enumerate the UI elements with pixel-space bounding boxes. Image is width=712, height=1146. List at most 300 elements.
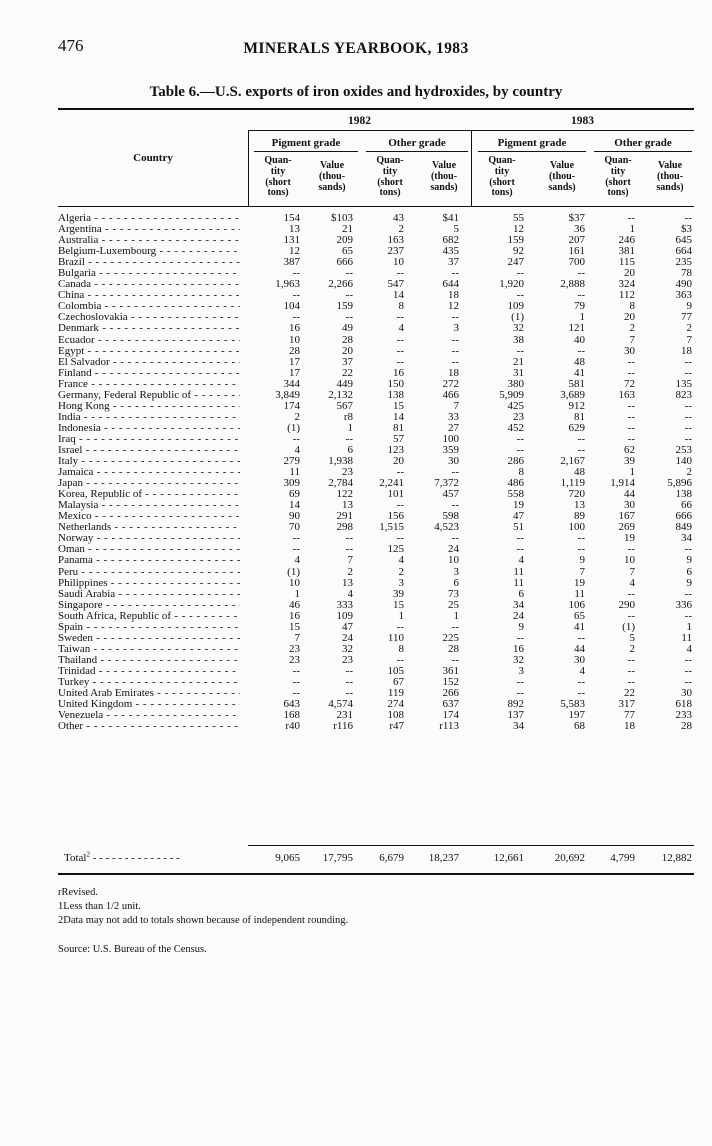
value-cell: -- [396,620,404,633]
value-cell: 7 [347,554,353,567]
table-row [58,478,694,489]
value-cell: 16 [513,642,524,655]
value-cell: 317 [618,698,635,711]
value-cell: 581 [568,377,585,390]
value-cell: 32 [513,653,524,666]
value-cell: r47 [389,720,404,733]
value-cell: -- [396,499,404,512]
table-row [58,644,694,655]
value-cell: -- [345,267,353,280]
table-row [58,423,694,434]
country-cell: El Salvador - - - [58,357,240,368]
country-cell: Colombia - - - [58,301,240,312]
value-cell: -- [627,366,635,379]
value-cell: -- [516,687,524,700]
value-cell: -- [684,366,692,379]
value-cell: 34 [513,598,524,611]
value-cell: 4 [294,554,300,567]
value-cell: 2 [294,410,300,423]
footnote: 2Data may not add to totals shown because of independent rounding. [58,915,349,926]
table-row [58,600,694,611]
total-cell: 12,882 [661,852,692,864]
value-cell: 361 [442,664,459,677]
value-cell: 246 [618,234,635,247]
value-cell: 28 [681,720,692,733]
value-cell: 231 [336,709,353,722]
value-cell: 9 [686,554,692,567]
value-cell: 700 [568,256,585,269]
value-cell: 598 [442,510,459,523]
value-cell: -- [516,543,524,556]
value-cell: 558 [507,488,524,501]
table-row [58,224,694,235]
value-cell: 131 [283,234,300,247]
country-cell: Sweden - - - [58,633,240,644]
value-cell: 4 [686,642,692,655]
value-cell: 233 [675,709,692,722]
value-cell: 5,909 [499,388,524,401]
value-cell: -- [577,543,585,556]
value-cell: 65 [342,245,353,258]
value-cell: 1 [398,609,404,622]
value-cell: 167 [618,510,635,523]
value-cell: 121 [568,322,585,335]
value-cell: 46 [289,598,300,611]
value-cell: 24 [513,609,524,622]
value-cell: 8 [398,300,404,313]
country-cell: Singapore - - - [58,600,240,611]
value-cell: 823 [675,388,692,401]
value-cell: 30 [624,499,635,512]
value-cell: 380 [507,377,524,390]
value-cell: 161 [568,245,585,258]
value-cell: -- [516,432,524,445]
value-cell: 2 [398,565,404,578]
total-cell: 4,799 [610,852,635,864]
country-cell: Other - - - [58,721,240,732]
value-cell: 13 [342,576,353,589]
value-cell: -- [627,587,635,600]
value-cell: 2 [686,322,692,335]
country-cell: Algeria - - - [58,213,240,224]
value-cell: 32 [513,322,524,335]
table-row [58,390,694,401]
value-cell: 65 [574,609,585,622]
value-cell: 547 [387,278,404,291]
value-cell: -- [396,653,404,666]
rule-header [58,206,694,207]
value-cell: 4 [518,554,524,567]
value-cell: 10 [448,554,459,567]
value-cell: 28 [289,344,300,357]
value-cell: 8 [518,466,524,479]
table-row [58,555,694,566]
quantity-column-header: Quan- tity (short tons) [376,155,404,199]
value-cell: 291 [336,510,353,523]
value-cell: 156 [387,510,404,523]
value-cell: 618 [675,698,692,711]
table-row [58,622,694,633]
value-cell: 138 [387,388,404,401]
value-cell: 125 [387,543,404,556]
value-cell: -- [577,687,585,700]
country-cell: France - - - [58,379,240,390]
value-cell: 163 [618,388,635,401]
value-cell: 2,241 [379,477,404,490]
table-row [58,511,694,522]
value-cell: 3,689 [560,388,585,401]
value-cell: 336 [675,598,692,611]
value-cell: 154 [283,212,300,224]
country-cell: Korea, Republic of - - - [58,489,240,500]
table-row [58,213,694,224]
value-cell: 140 [675,455,692,468]
country-cell: Norway - - - [58,533,240,544]
table-row [58,357,694,368]
value-cell: 9 [686,576,692,589]
value-cell: -- [292,311,300,324]
value-cell: -- [451,653,459,666]
country-cell: Venezuela - - - [58,710,240,721]
value-cell: 2 [629,642,635,655]
value-cell: $103 [331,212,353,224]
value-cell: $41 [442,212,459,224]
value-cell: 1 [579,311,585,324]
country-cell: Panama - - - [58,555,240,566]
country-cell: Oman - - - [58,544,240,555]
value-cell: 3 [518,664,524,677]
table-row [58,412,694,423]
value-cell: 298 [336,521,353,534]
value-cell: -- [516,267,524,280]
value-cell: 664 [675,245,692,258]
value-cell: -- [684,543,692,556]
value-cell: 1,914 [610,477,635,490]
value-cell: -- [396,333,404,346]
value-cell: 27 [448,421,459,434]
value-cell: 18 [448,289,459,302]
running-head: MINERALS YEARBOOK, 1983 [243,40,469,57]
value-cell: -- [451,344,459,357]
value-cell: 10 [289,333,300,346]
value-cell: 90 [289,510,300,523]
value-cell: 7 [294,631,300,644]
country-cell: Denmark - - - [58,323,240,334]
table-row [58,257,694,268]
value-cell: $37 [568,212,585,224]
grade-header: Other grade [614,137,672,149]
table-row [58,699,694,710]
value-cell: 105 [387,664,404,677]
value-cell: 2,888 [560,278,585,291]
value-cell: 20 [624,267,635,280]
table-row [58,666,694,677]
value-cell: 21 [342,223,353,236]
country-cell: United Kingdom - - - [58,699,240,710]
value-cell: 1 [294,587,300,600]
table-row [58,456,694,467]
table-row [58,567,694,578]
value-cell: 666 [675,510,692,523]
value-cell: 163 [387,234,404,247]
value-cell: 3 [453,322,459,335]
country-cell: Belgium-Luxembourg - - - [58,246,240,257]
value-cell: -- [516,675,524,688]
value-cell: -- [451,466,459,479]
year-header-1982: 1982 [348,115,371,127]
value-cell: -- [345,532,353,545]
value-cell: 30 [448,455,459,468]
value-cell: -- [684,675,692,688]
table-row [58,268,694,279]
value-cell: -- [396,532,404,545]
value-cell: 381 [618,245,635,258]
value-cell: (1) [287,565,300,578]
value-cell: 1,963 [275,278,300,291]
value-cell: 15 [393,598,404,611]
value-cell: 24 [342,631,353,644]
table-row [58,611,694,622]
value-cell: -- [292,532,300,545]
value-cell: 449 [336,377,353,390]
total-cell: 18,237 [428,852,459,864]
value-cell: 11 [681,631,692,644]
value-cell: 344 [283,377,300,390]
footnotes [58,886,348,928]
value-cell: 159 [336,300,353,313]
value-cell: 7 [453,399,459,412]
value-cell: (1) [622,620,635,633]
value-cell: 2,167 [560,455,585,468]
value-cell: 11 [513,576,524,589]
value-cell: 7 [579,565,585,578]
value-cell: -- [292,289,300,302]
value-cell: 20 [393,455,404,468]
value-cell: 44 [624,488,635,501]
table-row [58,489,694,500]
value-cell: 17 [289,355,300,368]
value-cell: 272 [442,377,459,390]
value-cell: 9 [518,620,524,633]
value-cell: -- [292,687,300,700]
country-cell: Hong Kong - - - [58,401,240,412]
value-cell: -- [396,311,404,324]
value-cell: -- [451,333,459,346]
value-cell: 57 [393,432,404,445]
value-cell: 36 [574,223,585,236]
value-cell: -- [451,532,459,545]
value-cell: 849 [675,521,692,534]
quantity-column-header: Quan- tity (short tons) [604,155,632,199]
value-cell: 15 [393,399,404,412]
value-cell: r116 [333,720,353,733]
value-cell: 18 [681,344,692,357]
value-cell: 24 [448,543,459,556]
value-cell: 1,920 [499,278,524,291]
value-cell: 28 [342,333,353,346]
value-cell: 2,132 [328,388,353,401]
table-row [58,312,694,323]
value-cell: -- [451,499,459,512]
total-cell: 6,679 [379,852,404,864]
value-cell: -- [577,289,585,302]
value-cell: 247 [507,256,524,269]
rule-top [58,108,694,110]
value-cell: 1,515 [379,521,404,534]
value-cell: -- [451,267,459,280]
value-cell: 10 [624,554,635,567]
country-cell: Taiwan - - - [58,644,240,655]
value-cell: 168 [283,709,300,722]
table-row [58,434,694,445]
grade-header: Pigment grade [271,137,341,149]
value-cell: -- [627,609,635,622]
value-cell: -- [684,421,692,434]
value-cell: 31 [513,366,524,379]
value-cell: 100 [568,521,585,534]
value-cell: 109 [507,300,524,313]
value-cell: 100 [442,432,459,445]
table-body [58,213,694,732]
value-cell: 286 [507,455,524,468]
value-cell: 3 [453,565,459,578]
value-cell: -- [516,289,524,302]
value-cell: 324 [618,278,635,291]
value-cell: 23 [342,466,353,479]
value-cell: 108 [387,709,404,722]
value-cell: 912 [568,399,585,412]
value-cell: 21 [513,355,524,368]
value-cell: 13 [342,499,353,512]
value-cell: 115 [618,256,635,269]
value-cell: 12 [513,223,524,236]
table-row [58,721,694,732]
country-cell: South Africa, Republic of - - - [58,611,240,622]
value-cell: -- [516,443,524,456]
value-cell: 645 [675,234,692,247]
table-row [58,655,694,666]
value-cell: 14 [393,410,404,423]
country-cell: Spain - - - [58,622,240,633]
grade-header: Other grade [388,137,446,149]
value-cell: -- [577,675,585,688]
value-column-header: Value (thou- sands) [430,160,458,193]
country-cell: Canada - - - [58,279,240,290]
country-cell: Thailand - - - [58,655,240,666]
value-cell: -- [345,432,353,445]
value-cell: 152 [442,675,459,688]
country-cell: Trinidad - - - [58,666,240,677]
value-cell: 55 [513,212,524,224]
value-cell: 12 [448,300,459,313]
value-cell: -- [627,410,635,423]
table-row [58,379,694,390]
value-cell: -- [516,631,524,644]
table-row [58,633,694,644]
value-column-header: Value (thou- sands) [318,160,346,193]
value-cell: 2 [398,223,404,236]
total-cell: 17,795 [322,852,353,864]
table-row [58,533,694,544]
value-cell: -- [292,267,300,280]
value-cell: 4 [398,322,404,335]
value-cell: -- [577,532,585,545]
country-cell: Jamaica - - - [58,467,240,478]
value-cell: 51 [513,521,524,534]
value-cell: 13 [289,223,300,236]
value-cell: 28 [448,642,459,655]
value-cell: 1 [453,609,459,622]
value-cell: 387 [283,256,300,269]
value-cell: 123 [387,443,404,456]
value-cell: 112 [618,289,635,302]
value-cell: 17 [289,366,300,379]
country-cell: India - - - [58,412,240,423]
table-row [58,335,694,346]
value-cell: -- [451,355,459,368]
value-cell: 15 [289,620,300,633]
country-cell: Turkey - - - [58,677,240,688]
country-cell: Philippines - - - [58,578,240,589]
value-cell: 643 [283,698,300,711]
value-cell: 644 [442,278,459,291]
value-cell: -- [627,355,635,368]
value-cell: 47 [513,510,524,523]
value-cell: 11 [513,565,524,578]
value-cell: 457 [442,488,459,501]
value-cell: 41 [574,620,585,633]
value-cell: 466 [442,388,459,401]
table-row [58,246,694,257]
value-cell: -- [684,587,692,600]
country-cell: Mexico - - - [58,511,240,522]
value-cell: (1) [287,421,300,434]
value-cell: -- [627,212,635,224]
value-cell: 359 [442,443,459,456]
value-cell: 4,523 [434,521,459,534]
country-cell: Finland - - - [58,368,240,379]
value-column-header: Value (thou- sands) [548,160,576,193]
value-cell: 78 [681,267,692,280]
country-cell: Malaysia - - - [58,500,240,511]
country-cell: Peru - - - [58,567,240,578]
value-cell: 41 [574,366,585,379]
value-cell: 3 [398,576,404,589]
value-cell: r40 [285,720,300,733]
value-cell: 435 [442,245,459,258]
value-cell: 30 [574,653,585,666]
value-cell: 333 [336,598,353,611]
value-cell: -- [396,344,404,357]
value-cell: 77 [681,311,692,324]
value-cell: 81 [574,410,585,423]
value-cell: -- [627,653,635,666]
value-cell: 12 [289,245,300,258]
value-cell: 4 [579,664,585,677]
value-cell: -- [577,631,585,644]
value-cell: 7,372 [434,477,459,490]
value-cell: -- [345,311,353,324]
value-cell: 33 [448,410,459,423]
value-cell: -- [451,620,459,633]
country-cell: Ecuador - - - [58,335,240,346]
table-row [58,522,694,533]
value-cell: 19 [513,499,524,512]
value-cell: 30 [624,344,635,357]
value-cell: 18 [624,720,635,733]
value-cell: 5,896 [667,477,692,490]
value-cell: 567 [336,399,353,412]
